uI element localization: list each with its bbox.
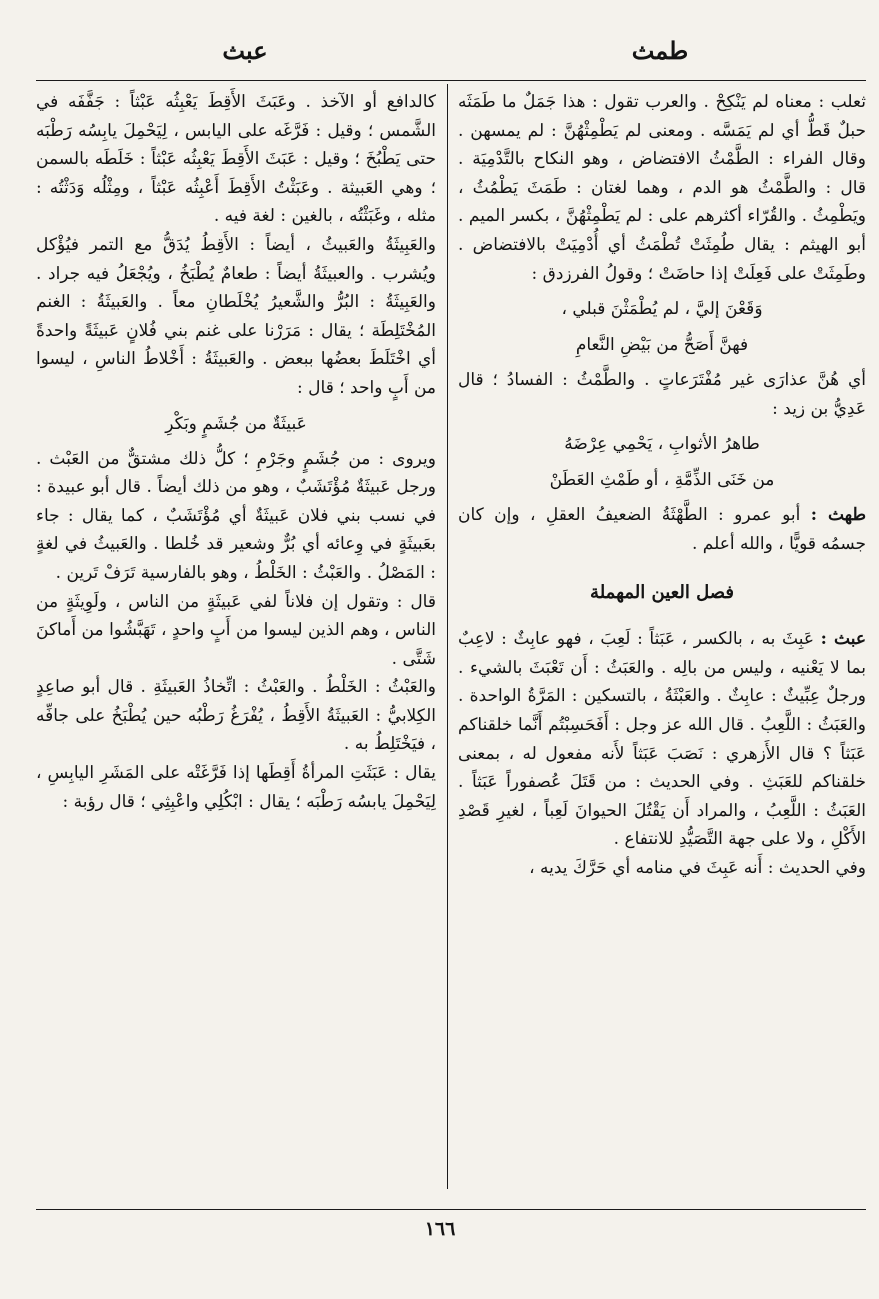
entry-headword: طهث : xyxy=(810,505,866,526)
entry-text: عَبِثَ به ، بالكسر ، عَبَثاً : لَعِبَ ، فهو عابِثٌ : لاعِبٌ بما لا يَعْنيه ، وليس من بالِه . والعَبَثُ : أَن تَعْبَثَ بالشيء . ورجلٌ عِبِّيثٌ : عابِثٌ . والعَبْثَةُ ، بالتسكين : المَرَّةُ الواحدة . والعَبَثُ : اللَّعِبُ . قال الله عز وجل : أَفَحَسِبْتُم أَنَّما خلقناكم عَبَثاً ؟ قال الأَزهري : نَصَبَ عَبَثاً لأَنه مفعول له ، بمعنى خلقناكم للعَبَثِ . وفي الحديث : من قَتَلَ عُصفوراً عَبَثاً . العَبَثُ : اللَّعِبُ ، والمراد أَن يَقْتُلَ الحيوانَ لَعِباً ، لغيرِ قَصْدِ الأَكْلِ ، ولا على جهة التَّصَيُّدِ للانتفاع . xyxy=(458,629,866,850)
running-head-right: طمث xyxy=(631,36,689,65)
paragraph: يقال : عَبَثَتِ المرأةُ أَقِطَها إذا فَرَّغَتْه على المَشَرِ اليابِسِ ، لِيَحْمِلَ يابسُه رَطْبَه ؛ يقال : ابْكُلِي واعْبِثِي ؛ قال رؤبة : xyxy=(36,763,436,812)
paragraph: ثعلب : معناه لم يَنْكِحْ . والعرب تقول : هذا جَمَلٌ ما طَمَثَه حبلٌ قَطُّ أي لم يَمَسَّه . ومعنى لم يَطْمِثْهُنَّ : لم يمسهن . وقال الفراء : الطَّمْثُ الافتضاض ، وهو النكاح بالتَّدْمِيَة . قال : والطَّمْثُ هو الدم ، وهما لغتان : طَمَثَ يَطْمُثُ ، ويَطْمِثُ . والقُرّاء أكثرهم على : لم يَطْمِثْهُنَّ ، بكسر الميم . أبو الهيثم : يقال طُمِثَتْ تُطْمَثُ أي أُدْمِيَتْ بالافتضاض . وطَمِثَتْ على فَعِلَتْ إذا حاضَتْ ؛ وقولُ الفرزدق : xyxy=(458,92,866,284)
verse-line: وَقَعْنَ إليَّ ، لم يُطْمَثْنَ قبلي ، xyxy=(561,299,763,320)
entry-headword: عبث : xyxy=(820,629,866,650)
verse-line: طاهرُ الأثوابِ ، يَحْمِي عِرْضَهُ xyxy=(564,434,760,455)
paragraph: والعَبْثُ : الخَلْطُ . والعَبْثُ : اتِّخاذُ العَبيثَةِ . قال أبو صاعِدٍ الكِلابيُّ : العَبيثَةُ الأَقِطُ ، يُفْرَغُ رَطْبُه حين يُطْبَخُ على جافِّه ، فيَخْتَلِطُ به . xyxy=(36,677,436,755)
page-number: ١٦٦ xyxy=(424,1218,456,1240)
entry-paragraph xyxy=(458,625,866,854)
paragraph: وفي الحديث : أَنه عَبِثَ في منامه أي حَرَّكَ يديه ، xyxy=(529,857,866,878)
right-column xyxy=(458,88,866,1188)
left-column xyxy=(36,88,436,1188)
paragraph: ويروى : من جُشَمٍ وجَرْمِ ؛ كلُّ ذلك مشتقٌّ من العَبْث . ورجل عَبيثَةٌ مُؤْتَشَبٌ ، وهو من ذلك أيضاً . قال أبو عبيدة : في نسب بني فلان عَبيثَةٌ أي مُؤْتَشَبٌ ، كما يقال : جاء بعَبيثَةٍ في وِعائه أي بُرٌّ وشعير قد خُلطا . والعَبيثُ في لغةٍ : المَصْلُ . والعَبْثُ : الخَلْطُ ، وهو بالفارسية تَرَفْ تَرين . xyxy=(36,448,436,583)
paragraph: والعَبِيثَةُ والعَبيثُ ، أيضاً : الأَقِطُ يُدَقُّ مع التمر فيُؤْكل ويُشرب . والعبيثَةُ أيضاً : طعامٌ يُطْبَخُ ، ويُجْعَلُ فيه جراد . والعَبِيثَةُ : البُرُّ والشَّعيرُ يُخْلَطانِ معاً . والعَبيثَةُ : الغنم المُخْتَلِطَة ؛ يقال : مَرَرْنا على غنم بني فُلانٍ عَبيثَةً واحدةً أي اخْتَلَطَ بعضُها ببعض . والعَبيثَةُ : أَخْلاطُ الناسِ ، ليسوا من أَبٍ واحد ؛ قال : xyxy=(36,234,436,398)
header-rule xyxy=(36,80,866,81)
verse-line: من خَنَى الذِّمَّةِ ، أو طَمْثِ العَطَنْ xyxy=(549,470,775,491)
paragraph: قال : وتقول إن فلاناً لفي عَبيثَةٍ من الناس ، ولَوِيثَةٍ من الناس ، وهم الذين ليسوا من أَبٍ واحدٍ ، تَهَبَّشُوا من أَماكنَ شَتَّى . xyxy=(36,591,436,669)
footer-rule xyxy=(36,1209,866,1210)
paragraph: كالدافع أو الآخذ . وعَبَثَ الأَقِطَ يَعْبِثُه عَبْثاً : جَفَّفَه في الشَّمس ؛ وقيل : فَرَّغَه على اليابس ، لِيَحْمِلَ يابِسُه رَطْبَه حتى يَطْبُخَ ؛ وقيل : عَبَثَ الأَقِطَ يَعْبِثُه عَبْثاً : خَلَطَه بالسمن ؛ وهي العَبيثة . وعَبَثْتُ الأَقِطَ أَعْبِثُه عَبْثاً ، ومِثْلُه وَدَثْتُه : مثله ، وغَبَثْتُه ، بالغين : لغة فيه . xyxy=(36,92,436,227)
entry-paragraph xyxy=(458,501,866,558)
running-head-left: عبث xyxy=(222,36,268,65)
verse-line: عَبيثَةٌ من جُشَمٍ وبَكْرِ xyxy=(165,413,307,434)
column-divider xyxy=(447,84,448,1189)
paragraph: أي هُنَّ عذارَى غير مُفْتَرَعاتٍ . والطَّمْثُ : الفسادُ ؛ قال عَدِيُّ بن زيد : xyxy=(458,370,866,419)
verse-line: فهنَّ أَصَحُّ من بَيْضِ النَّعامِ xyxy=(575,335,749,356)
section-title: فصل العين المهملة xyxy=(590,581,734,603)
entry-text: أبو عمرو : الطَّهْثَةُ الضعيفُ العقلِ ، وإن كان جسمُه قويًّا ، والله أعلم . xyxy=(458,505,866,554)
